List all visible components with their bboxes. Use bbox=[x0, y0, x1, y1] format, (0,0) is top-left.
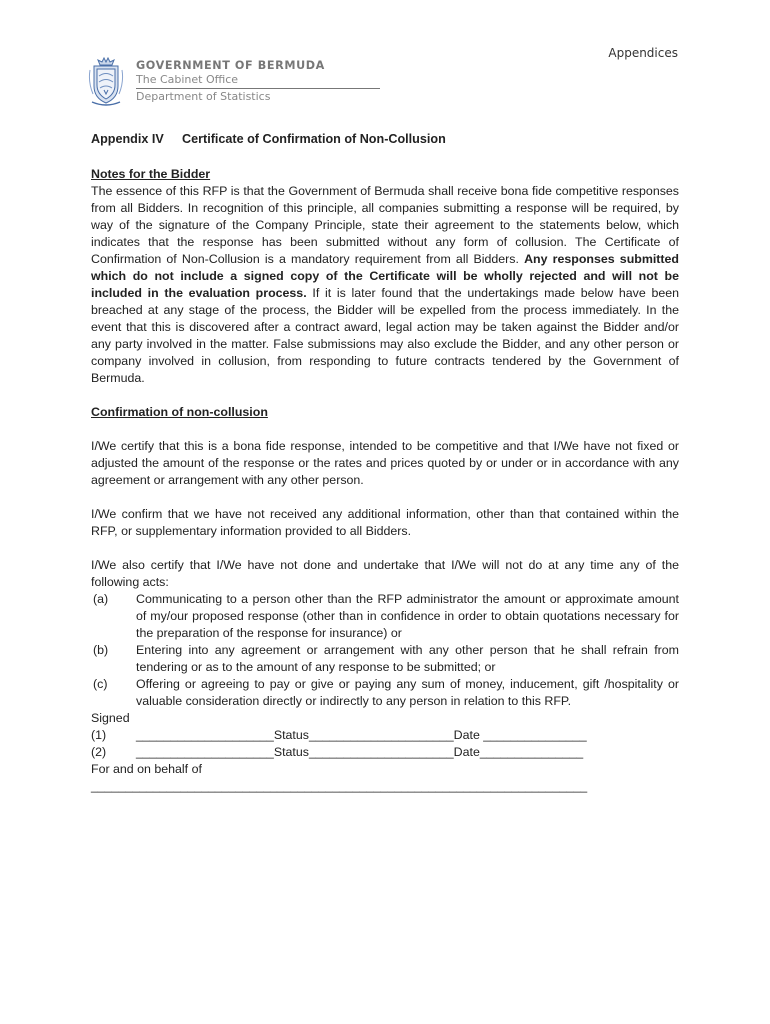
org-name: GOVERNMENT OF BERMUDA bbox=[136, 59, 325, 72]
signature-row bbox=[91, 744, 679, 761]
act-label: (a) bbox=[93, 592, 109, 606]
list-item bbox=[91, 591, 679, 642]
appendix-title: Certificate of Confirmation of Non-Collusion bbox=[182, 132, 446, 146]
act-text: Communicating to a person other than the RFP administrator the amount or approximate amount of my/our proposed response (other than in confidence in order to obtain quotations necessary for the preparation of the response for insurance) or bbox=[136, 592, 679, 640]
signature-line: ____________________Status_____________________Date_______________ bbox=[136, 745, 584, 759]
notes-heading: Notes for the Bidder bbox=[91, 167, 211, 181]
confirmation-paragraph-2: I/We confirm that we have not received any additional information, other than that contained within the RFP, or supplementary information provided to all Bidders. bbox=[91, 507, 679, 538]
running-header-appendices: Appendices bbox=[608, 46, 678, 60]
signature-line: ____________________Status_____________________Date _______________ bbox=[136, 728, 587, 742]
list-item bbox=[91, 642, 679, 676]
confirmation-paragraph-3: I/We also certify that I/We have not done and undertake that I/We will not do at any time any of the following acts: bbox=[91, 558, 679, 589]
bermuda-coat-of-arms-icon bbox=[88, 56, 124, 108]
behalf-line: ________________________________________________________________________ bbox=[91, 779, 588, 793]
confirmation-paragraph-1: I/We certify that this is a bona fide response, intended to be competitive and that I/We have not fixed or adjusted the amount of the response or the rates and prices quoted by or under or in accordance with any agreement or arrangement with any other person. bbox=[91, 439, 679, 487]
notes-text-2: If it is later found that the undertakings made below have been breached at any stage of the process, the Bidder will be expelled from the process immediately. In the event that this is discovered after a contract award, legal action may be taken against the Bidder and/or any party involved in the matter. False submissions may also exclude the Bidder, and any other person or company involved in collusion, from responding to future contracts tendered by the Government of Bermuda. bbox=[91, 286, 680, 385]
signature-row-label: (2) bbox=[91, 745, 107, 759]
act-label: (b) bbox=[93, 643, 109, 657]
list-item bbox=[91, 676, 679, 710]
notes-text-bold: Any responses submitted which do not include a signed copy of the Certificate will be wholly rejected and will not be included in the evaluation process. bbox=[91, 252, 679, 300]
appendix-number: Appendix IV bbox=[91, 132, 164, 146]
act-label: (c) bbox=[93, 677, 108, 691]
notes-text-1: The essence of this RFP is that the Government of Bermuda shall receive bona fide competitive responses from all Bidders. In recognition of this principle, all companies submitting a response will be required, by way of the signature of the Company Principle, state their agreement to the statements below, which indicates that the response has been submitted without any form of collusion. The Certificate of Confirmation of Non-Collusion is a mandatory requirement from all Bidders. bbox=[91, 184, 679, 266]
act-text: Entering into any agreement or arrangement with any other person that he shall refrain from tendering or as to the amount of any response to be submitted; or bbox=[136, 643, 679, 674]
document-title bbox=[91, 131, 679, 148]
behalf-label: For and on behalf of bbox=[91, 762, 202, 776]
confirmation-heading: Confirmation of non-collusion bbox=[91, 405, 268, 419]
signature-row-label: (1) bbox=[91, 728, 107, 742]
org-department: Department of Statistics bbox=[136, 90, 271, 103]
acts-list bbox=[91, 591, 679, 710]
org-office: The Cabinet Office bbox=[136, 73, 380, 89]
act-text: Offering or agreeing to pay or give or paying any sum of money, inducement, gift /hospitality or valuable consideration directly or indirectly to any person in relation to this RFP. bbox=[136, 677, 679, 708]
document-body bbox=[91, 131, 679, 795]
signed-label: Signed bbox=[91, 711, 130, 725]
notes-paragraph bbox=[91, 183, 679, 387]
letterhead bbox=[136, 59, 380, 104]
signature-row bbox=[91, 727, 679, 744]
